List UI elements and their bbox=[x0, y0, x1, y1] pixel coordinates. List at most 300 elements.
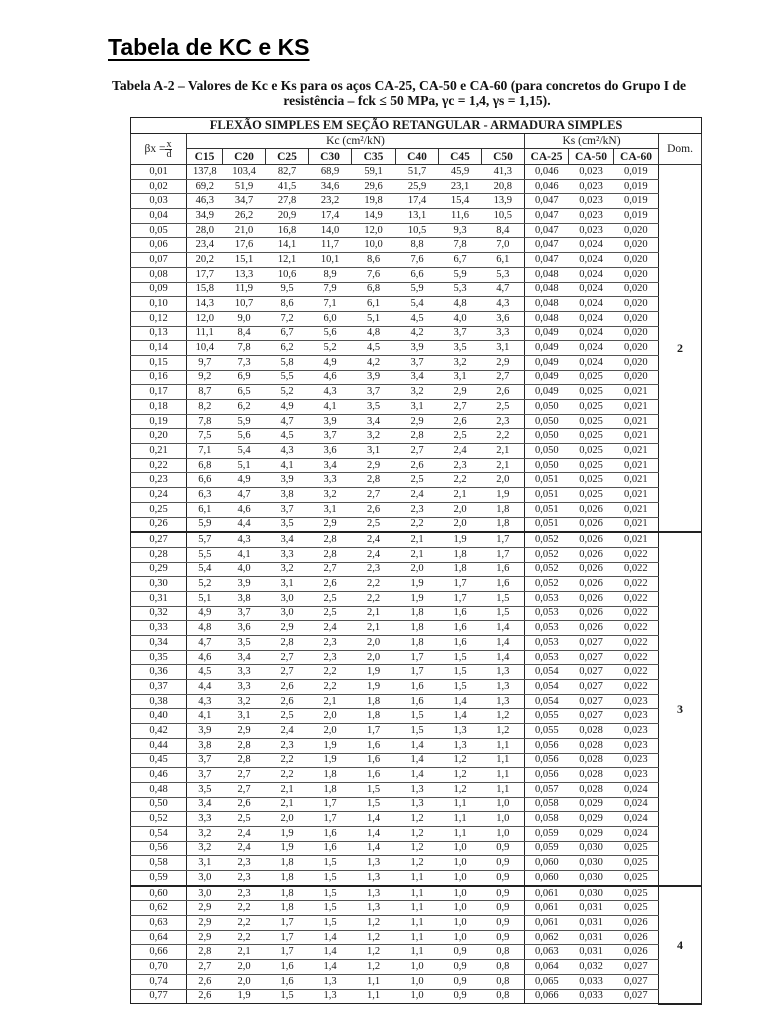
kc-value-cell: 13,1 bbox=[396, 209, 439, 224]
fraction-denominator: d bbox=[166, 148, 172, 160]
ks-value-cell: 0,065 bbox=[525, 974, 569, 989]
kc-value-cell: 20,8 bbox=[482, 179, 525, 194]
kc-value-cell: 2,3 bbox=[309, 650, 352, 665]
kc-value-cell: 2,9 bbox=[482, 355, 525, 370]
ks-value-cell: 0,051 bbox=[525, 502, 569, 517]
ks-value-cell: 0,024 bbox=[569, 311, 614, 326]
ks-value-cell: 0,024 bbox=[569, 253, 614, 268]
ks-value-cell: 0,053 bbox=[525, 636, 569, 651]
kc-value-cell: 41,5 bbox=[266, 179, 309, 194]
kc-value-cell: 5,1 bbox=[187, 591, 223, 606]
kc-value-cell: 1,8 bbox=[266, 901, 309, 916]
kc-value-cell: 6,1 bbox=[187, 502, 223, 517]
kc-value-cell: 1,4 bbox=[396, 768, 439, 783]
table-row bbox=[131, 297, 702, 312]
kc-value-cell: 2,4 bbox=[223, 826, 266, 841]
kc-value-cell: 2,2 bbox=[439, 473, 482, 488]
kc-value-cell: 2,3 bbox=[223, 871, 266, 886]
kc-value-cell: 1,0 bbox=[439, 856, 482, 871]
ks-value-cell: 0,025 bbox=[569, 414, 614, 429]
ks-value-cell: 0,025 bbox=[569, 488, 614, 503]
kc-value-cell: 17,6 bbox=[223, 238, 266, 253]
kc-value-cell: 28,0 bbox=[187, 223, 223, 238]
kc-value-cell: 1,7 bbox=[396, 665, 439, 680]
kc-value-cell: 2,0 bbox=[223, 974, 266, 989]
kc-value-cell: 2,5 bbox=[352, 517, 396, 532]
kc-value-cell: 3,1 bbox=[482, 341, 525, 356]
ks-value-cell: 0,051 bbox=[525, 473, 569, 488]
kc-value-cell: 6,7 bbox=[266, 326, 309, 341]
kc-value-cell: 4,3 bbox=[309, 385, 352, 400]
kc-value-cell: 41,3 bbox=[482, 165, 525, 180]
kc-value-cell: 2,9 bbox=[396, 414, 439, 429]
kc-value-cell: 3,9 bbox=[309, 414, 352, 429]
kc-value-cell: 1,5 bbox=[309, 871, 352, 886]
class-header-row bbox=[131, 149, 702, 165]
kc-value-cell: 1,3 bbox=[309, 989, 352, 1004]
kc-value-cell: 1,7 bbox=[266, 916, 309, 931]
kc-value-cell: 23,1 bbox=[439, 179, 482, 194]
ks-value-cell: 0,022 bbox=[614, 577, 659, 592]
ks-value-cell: 0,028 bbox=[569, 753, 614, 768]
kc-value-cell: 2,8 bbox=[309, 532, 352, 547]
ks-value-cell: 0,054 bbox=[525, 665, 569, 680]
kc-value-cell: 2,0 bbox=[396, 562, 439, 577]
table-row bbox=[131, 341, 702, 356]
kc-value-cell: 5,9 bbox=[223, 414, 266, 429]
beta-value-cell: 0,38 bbox=[131, 694, 187, 709]
table-row bbox=[131, 488, 702, 503]
kc-value-cell: 21,0 bbox=[223, 223, 266, 238]
table-row bbox=[131, 738, 702, 753]
kc-value-cell: 2,1 bbox=[396, 532, 439, 547]
kc-value-cell: 2,7 bbox=[352, 488, 396, 503]
ks-value-cell: 0,020 bbox=[614, 311, 659, 326]
beta-value-cell: 0,52 bbox=[131, 812, 187, 827]
table-row bbox=[131, 209, 702, 224]
kc-value-cell: 1,2 bbox=[352, 945, 396, 960]
table-row bbox=[131, 444, 702, 459]
kc-value-cell: 6,6 bbox=[187, 473, 223, 488]
kc-value-cell: 3,4 bbox=[266, 532, 309, 547]
kc-value-cell: 1,3 bbox=[352, 901, 396, 916]
table-row bbox=[131, 238, 702, 253]
ks-value-cell: 0,023 bbox=[569, 223, 614, 238]
kc-value-cell: 2,2 bbox=[352, 577, 396, 592]
kc-value-cell: 3,1 bbox=[352, 444, 396, 459]
kc-value-cell: 1,7 bbox=[439, 591, 482, 606]
ks-value-cell: 0,019 bbox=[614, 179, 659, 194]
kc-value-cell: 34,7 bbox=[223, 194, 266, 209]
ks-value-cell: 0,049 bbox=[525, 341, 569, 356]
kc-value-cell: 1,0 bbox=[439, 916, 482, 931]
kc-value-cell: 5,5 bbox=[266, 370, 309, 385]
table-row bbox=[131, 797, 702, 812]
kc-value-cell: 0,9 bbox=[482, 901, 525, 916]
ks-value-cell: 0,023 bbox=[614, 768, 659, 783]
kc-value-cell: 0,8 bbox=[482, 960, 525, 975]
beta-label: βx = bbox=[144, 142, 166, 155]
kc-value-cell: 1,9 bbox=[309, 738, 352, 753]
kc-value-cell: 3,6 bbox=[309, 444, 352, 459]
ks-value-cell: 0,031 bbox=[569, 901, 614, 916]
ks-value-cell: 0,028 bbox=[569, 724, 614, 739]
kc-value-cell: 3,0 bbox=[266, 591, 309, 606]
concrete-class-header: C45 bbox=[439, 149, 482, 165]
ks-value-cell: 0,020 bbox=[614, 238, 659, 253]
kc-value-cell: 1,8 bbox=[352, 709, 396, 724]
kc-value-cell: 1,3 bbox=[352, 886, 396, 901]
kc-value-cell: 7,6 bbox=[352, 267, 396, 282]
ks-value-cell: 0,047 bbox=[525, 194, 569, 209]
ks-value-cell: 0,021 bbox=[614, 414, 659, 429]
kc-value-cell: 3,7 bbox=[396, 355, 439, 370]
kc-value-cell: 3,7 bbox=[223, 606, 266, 621]
kc-value-cell: 2,6 bbox=[309, 577, 352, 592]
ks-value-cell: 0,025 bbox=[614, 856, 659, 871]
ks-value-cell: 0,026 bbox=[569, 517, 614, 532]
kc-value-cell: 1,7 bbox=[309, 797, 352, 812]
kc-value-cell: 51,7 bbox=[396, 165, 439, 180]
kc-value-cell: 7,2 bbox=[266, 311, 309, 326]
kc-value-cell: 1,9 bbox=[266, 826, 309, 841]
kc-value-cell: 4,0 bbox=[223, 562, 266, 577]
x-over-d-fraction bbox=[165, 140, 172, 159]
ks-value-cell: 0,025 bbox=[614, 841, 659, 856]
kc-value-cell: 1,1 bbox=[439, 797, 482, 812]
beta-value-cell: 0,34 bbox=[131, 636, 187, 651]
kc-value-cell: 6,2 bbox=[266, 341, 309, 356]
table-row bbox=[131, 414, 702, 429]
table-row bbox=[131, 636, 702, 651]
kc-value-cell: 6,2 bbox=[223, 400, 266, 415]
kc-value-cell: 1,1 bbox=[482, 753, 525, 768]
ks-value-cell: 0,025 bbox=[569, 444, 614, 459]
kc-value-cell: 1,4 bbox=[309, 945, 352, 960]
ks-value-cell: 0,023 bbox=[614, 724, 659, 739]
kc-value-cell: 0,9 bbox=[482, 871, 525, 886]
kc-value-cell: 4,4 bbox=[187, 680, 223, 695]
kc-value-cell: 0,9 bbox=[482, 886, 525, 901]
kc-value-cell: 7,1 bbox=[309, 297, 352, 312]
kc-value-cell: 9,7 bbox=[187, 355, 223, 370]
kc-value-cell: 2,5 bbox=[266, 709, 309, 724]
kc-value-cell: 3,1 bbox=[223, 709, 266, 724]
kc-value-cell: 1,8 bbox=[482, 517, 525, 532]
domain-cell: 2 bbox=[659, 165, 702, 533]
table-row bbox=[131, 562, 702, 577]
beta-value-cell: 0,23 bbox=[131, 473, 187, 488]
kc-value-cell: 9,2 bbox=[187, 370, 223, 385]
ks-value-cell: 0,057 bbox=[525, 782, 569, 797]
kc-value-cell: 1,8 bbox=[309, 782, 352, 797]
kc-value-cell: 4,5 bbox=[266, 429, 309, 444]
kc-value-cell: 19,8 bbox=[352, 194, 396, 209]
kc-value-cell: 1,2 bbox=[352, 930, 396, 945]
kc-value-cell: 3,9 bbox=[266, 473, 309, 488]
kc-value-cell: 10,6 bbox=[266, 267, 309, 282]
table-row bbox=[131, 267, 702, 282]
kc-value-cell: 1,0 bbox=[439, 841, 482, 856]
kc-value-cell: 2,7 bbox=[187, 960, 223, 975]
kc-value-cell: 4,4 bbox=[223, 517, 266, 532]
kc-value-cell: 1,1 bbox=[396, 901, 439, 916]
table-row bbox=[131, 165, 702, 180]
ks-value-cell: 0,024 bbox=[614, 797, 659, 812]
kc-value-cell: 2,7 bbox=[266, 665, 309, 680]
kc-value-cell: 7,0 bbox=[482, 238, 525, 253]
ks-value-cell: 0,053 bbox=[525, 591, 569, 606]
table-row bbox=[131, 930, 702, 945]
table-row bbox=[131, 517, 702, 532]
ks-value-cell: 0,021 bbox=[614, 429, 659, 444]
kc-value-cell: 2,2 bbox=[223, 901, 266, 916]
kc-value-cell: 20,2 bbox=[187, 253, 223, 268]
kc-value-cell: 1,6 bbox=[396, 680, 439, 695]
kc-value-cell: 3,7 bbox=[187, 753, 223, 768]
ks-value-cell: 0,022 bbox=[614, 562, 659, 577]
beta-value-cell: 0,64 bbox=[131, 930, 187, 945]
kc-value-cell: 2,9 bbox=[187, 930, 223, 945]
beta-value-cell: 0,15 bbox=[131, 355, 187, 370]
kc-value-cell: 1,1 bbox=[482, 782, 525, 797]
ks-value-cell: 0,027 bbox=[614, 974, 659, 989]
ks-value-cell: 0,059 bbox=[525, 826, 569, 841]
ks-value-cell: 0,028 bbox=[569, 738, 614, 753]
kc-value-cell: 4,9 bbox=[187, 606, 223, 621]
kc-value-cell: 1,7 bbox=[396, 650, 439, 665]
table-row bbox=[131, 385, 702, 400]
concrete-class-header: C40 bbox=[396, 149, 439, 165]
kc-value-cell: 4,8 bbox=[439, 297, 482, 312]
ks-value-cell: 0,022 bbox=[614, 636, 659, 651]
kc-value-cell: 1,6 bbox=[352, 753, 396, 768]
kc-value-cell: 3,2 bbox=[223, 694, 266, 709]
kc-value-cell: 0,9 bbox=[439, 989, 482, 1004]
kc-value-cell: 1,2 bbox=[439, 753, 482, 768]
kc-value-cell: 5,6 bbox=[309, 326, 352, 341]
ks-value-cell: 0,047 bbox=[525, 223, 569, 238]
table-row bbox=[131, 945, 702, 960]
ks-value-cell: 0,062 bbox=[525, 930, 569, 945]
ks-value-cell: 0,023 bbox=[614, 694, 659, 709]
kc-value-cell: 1,4 bbox=[482, 621, 525, 636]
ks-value-cell: 0,023 bbox=[569, 179, 614, 194]
kc-value-cell: 4,7 bbox=[482, 282, 525, 297]
ks-value-cell: 0,058 bbox=[525, 812, 569, 827]
kc-value-cell: 4,6 bbox=[309, 370, 352, 385]
kc-value-cell: 17,7 bbox=[187, 267, 223, 282]
ks-value-cell: 0,019 bbox=[614, 194, 659, 209]
kc-value-cell: 3,3 bbox=[223, 680, 266, 695]
ks-value-cell: 0,055 bbox=[525, 724, 569, 739]
kc-value-cell: 3,4 bbox=[352, 414, 396, 429]
kc-value-cell: 4,1 bbox=[187, 709, 223, 724]
ks-value-cell: 0,022 bbox=[614, 665, 659, 680]
kc-value-cell: 3,3 bbox=[309, 473, 352, 488]
kc-value-cell: 1,5 bbox=[439, 680, 482, 695]
kc-value-cell: 1,4 bbox=[396, 738, 439, 753]
ks-value-cell: 0,024 bbox=[569, 355, 614, 370]
ks-value-cell: 0,061 bbox=[525, 916, 569, 931]
kc-value-cell: 9,3 bbox=[439, 223, 482, 238]
beta-value-cell: 0,02 bbox=[131, 179, 187, 194]
ks-value-cell: 0,026 bbox=[569, 591, 614, 606]
beta-value-cell: 0,37 bbox=[131, 680, 187, 695]
kc-value-cell: 1,3 bbox=[352, 871, 396, 886]
kc-value-cell: 5,3 bbox=[482, 267, 525, 282]
kc-value-cell: 1,3 bbox=[396, 797, 439, 812]
ks-value-cell: 0,027 bbox=[614, 960, 659, 975]
ks-value-cell: 0,026 bbox=[614, 930, 659, 945]
beta-value-cell: 0,19 bbox=[131, 414, 187, 429]
kc-value-cell: 1,6 bbox=[482, 562, 525, 577]
kc-value-cell: 1,9 bbox=[439, 532, 482, 547]
ks-value-cell: 0,025 bbox=[569, 458, 614, 473]
kc-value-cell: 2,6 bbox=[187, 974, 223, 989]
beta-value-cell: 0,20 bbox=[131, 429, 187, 444]
kc-value-cell: 1,6 bbox=[352, 738, 396, 753]
ks-value-cell: 0,024 bbox=[569, 267, 614, 282]
kc-value-cell: 6,9 bbox=[223, 370, 266, 385]
kc-value-cell: 0,8 bbox=[482, 945, 525, 960]
kc-value-cell: 2,1 bbox=[352, 621, 396, 636]
kc-value-cell: 5,9 bbox=[439, 267, 482, 282]
kc-value-cell: 1,9 bbox=[482, 488, 525, 503]
kc-value-cell: 3,4 bbox=[223, 650, 266, 665]
beta-value-cell: 0,62 bbox=[131, 901, 187, 916]
beta-value-cell: 0,35 bbox=[131, 650, 187, 665]
table-row bbox=[131, 400, 702, 415]
beta-value-cell: 0,04 bbox=[131, 209, 187, 224]
kc-value-cell: 11,6 bbox=[439, 209, 482, 224]
ks-value-cell: 0,048 bbox=[525, 297, 569, 312]
ks-value-cell: 0,056 bbox=[525, 738, 569, 753]
kc-value-cell: 3,1 bbox=[309, 502, 352, 517]
ks-value-cell: 0,030 bbox=[569, 856, 614, 871]
kc-header: Kc (cm²/kN) bbox=[187, 134, 525, 149]
kc-value-cell: 4,0 bbox=[439, 311, 482, 326]
kc-value-cell: 1,4 bbox=[482, 636, 525, 651]
beta-value-cell: 0,46 bbox=[131, 768, 187, 783]
page-title: Tabela de KC e KS bbox=[108, 34, 310, 60]
kc-value-cell: 0,9 bbox=[482, 856, 525, 871]
table-row bbox=[131, 886, 702, 901]
beta-value-cell: 0,56 bbox=[131, 841, 187, 856]
beta-value-cell: 0,42 bbox=[131, 724, 187, 739]
table-row bbox=[131, 194, 702, 209]
table-row bbox=[131, 753, 702, 768]
kc-value-cell: 3,9 bbox=[352, 370, 396, 385]
kc-value-cell: 20,9 bbox=[266, 209, 309, 224]
kc-value-cell: 2,9 bbox=[352, 458, 396, 473]
table-row bbox=[131, 841, 702, 856]
kc-value-cell: 3,4 bbox=[396, 370, 439, 385]
kc-value-cell: 8,9 bbox=[309, 267, 352, 282]
kc-value-cell: 1,3 bbox=[352, 856, 396, 871]
kc-value-cell: 1,0 bbox=[396, 989, 439, 1004]
kc-value-cell: 1,6 bbox=[396, 694, 439, 709]
kc-value-cell: 1,3 bbox=[482, 665, 525, 680]
kc-value-cell: 4,2 bbox=[352, 355, 396, 370]
kc-value-cell: 15,8 bbox=[187, 282, 223, 297]
kc-value-cell: 12,0 bbox=[187, 311, 223, 326]
table-row bbox=[131, 458, 702, 473]
ks-value-cell: 0,054 bbox=[525, 694, 569, 709]
kc-value-cell: 3,0 bbox=[187, 886, 223, 901]
kc-value-cell: 1,4 bbox=[309, 930, 352, 945]
kc-value-cell: 5,3 bbox=[439, 282, 482, 297]
beta-x-header bbox=[131, 134, 187, 165]
beta-value-cell: 0,70 bbox=[131, 960, 187, 975]
ks-header: Ks (cm²/kN) bbox=[525, 134, 659, 149]
ks-value-cell: 0,049 bbox=[525, 326, 569, 341]
kc-value-cell: 82,7 bbox=[266, 165, 309, 180]
ks-value-cell: 0,024 bbox=[614, 826, 659, 841]
kc-value-cell: 4,9 bbox=[223, 473, 266, 488]
kc-value-cell: 5,6 bbox=[223, 429, 266, 444]
kc-value-cell: 2,8 bbox=[309, 547, 352, 562]
kc-value-cell: 2,5 bbox=[309, 606, 352, 621]
beta-value-cell: 0,33 bbox=[131, 621, 187, 636]
beta-value-cell: 0,14 bbox=[131, 341, 187, 356]
kc-value-cell: 1,8 bbox=[396, 636, 439, 651]
kc-value-cell: 2,5 bbox=[223, 812, 266, 827]
kc-value-cell: 1,2 bbox=[482, 709, 525, 724]
kc-value-cell: 17,4 bbox=[309, 209, 352, 224]
concrete-class-header: C35 bbox=[352, 149, 396, 165]
beta-value-cell: 0,59 bbox=[131, 871, 187, 886]
kc-value-cell: 5,4 bbox=[396, 297, 439, 312]
kc-value-cell: 2,8 bbox=[396, 429, 439, 444]
kc-value-cell: 3,0 bbox=[187, 871, 223, 886]
ks-value-cell: 0,022 bbox=[614, 621, 659, 636]
beta-value-cell: 0,58 bbox=[131, 856, 187, 871]
kc-value-cell: 2,3 bbox=[309, 636, 352, 651]
table-row bbox=[131, 621, 702, 636]
kc-value-cell: 2,6 bbox=[396, 458, 439, 473]
ks-value-cell: 0,033 bbox=[569, 989, 614, 1004]
kc-value-cell: 2,2 bbox=[309, 665, 352, 680]
ks-value-cell: 0,021 bbox=[614, 385, 659, 400]
kc-value-cell: 3,5 bbox=[187, 782, 223, 797]
kc-value-cell: 3,9 bbox=[187, 724, 223, 739]
ks-value-cell: 0,021 bbox=[614, 400, 659, 415]
ks-value-cell: 0,020 bbox=[614, 253, 659, 268]
ks-value-cell: 0,046 bbox=[525, 165, 569, 180]
kc-value-cell: 1,6 bbox=[439, 636, 482, 651]
kc-value-cell: 1,1 bbox=[482, 768, 525, 783]
kc-value-cell: 5,2 bbox=[266, 385, 309, 400]
kc-value-cell: 3,2 bbox=[309, 488, 352, 503]
kc-value-cell: 5,9 bbox=[187, 517, 223, 532]
kc-value-cell: 23,2 bbox=[309, 194, 352, 209]
kc-value-cell: 2,3 bbox=[223, 886, 266, 901]
ks-value-cell: 0,063 bbox=[525, 945, 569, 960]
ks-value-cell: 0,025 bbox=[614, 886, 659, 901]
ks-value-cell: 0,019 bbox=[614, 165, 659, 180]
kc-value-cell: 1,3 bbox=[439, 724, 482, 739]
kc-value-cell: 1,2 bbox=[352, 916, 396, 931]
kc-value-cell: 4,1 bbox=[266, 458, 309, 473]
table-caption bbox=[112, 78, 722, 108]
kc-value-cell: 27,8 bbox=[266, 194, 309, 209]
beta-value-cell: 0,48 bbox=[131, 782, 187, 797]
ks-value-cell: 0,021 bbox=[614, 458, 659, 473]
ks-value-cell: 0,025 bbox=[569, 473, 614, 488]
ks-value-cell: 0,031 bbox=[569, 930, 614, 945]
kc-value-cell: 4,9 bbox=[309, 355, 352, 370]
